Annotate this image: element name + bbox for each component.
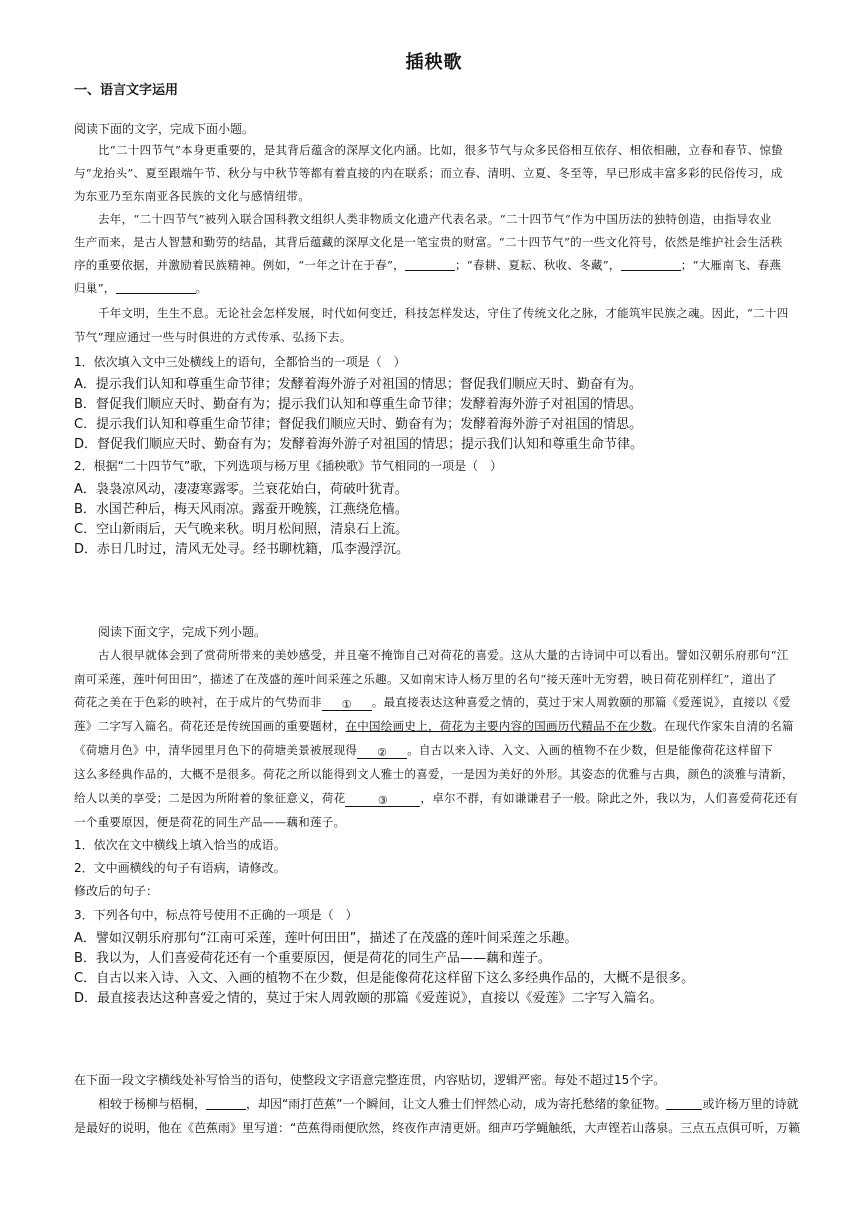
q5-option-a[interactable]: A．譬如汉朝乐府那句“江南可采莲，莲叶何田田”，描述了在茂盛的莲叶间采莲之乐趣。 xyxy=(74,931,578,946)
blank-3[interactable] xyxy=(116,281,196,294)
text-segment: 莲》二字写入篇名。荷花还是传统国画的重要题材， xyxy=(74,719,346,733)
blank-2[interactable]: ② xyxy=(357,746,407,759)
question-punctuation-stem: 3．下列各句中，标点符号使用不正确的一项是（ ） xyxy=(74,908,358,922)
q1-option-c[interactable]: C．提示我们认知和尊重生命节律；督促我们顺应天时、勤奋有为；发酵着海外游子对祖国的情思。 xyxy=(74,417,643,432)
underlined-sentence: 在中国绘画史上，荷花为主要内容的国画历代精品不在少数 xyxy=(345,719,653,733)
passage1-line: 比“二十四节气”本身更重要的，是其背后蕴含的深厚文化内涵。比如，很多节气与众多民俗相互依存、相依相融，立春和春节、惊蛰 xyxy=(98,143,783,157)
passage2-line-underlined xyxy=(74,719,798,733)
text-segment: 《荷塘月色》中，清华园里月色下的荷塘美景被展现得 xyxy=(74,743,358,757)
text-segment: 荷花之美在于色彩的映衬，在于成片的气势而非 xyxy=(74,695,322,709)
text-segment: ；“大雁南飞、春燕 xyxy=(680,258,782,272)
passage1-line: 去年，“二十四节气”被列入联合国科教文组织人类非物质文化遗产代表名录。“二十四节气”作为中国历法的独特创造，由指导农业 xyxy=(98,212,772,226)
passage3-line: 是最好的说明，他在《芭蕉雨》里写道：“芭蕉得雨便欣然，终夜作声清更妍。细声巧学蝇触纸，大声铿若山落泉。三点五点俱可听，万籁 xyxy=(74,1121,801,1135)
text-segment: 给人以美的享受；二是因为所附着的象征意义，荷花 xyxy=(74,791,346,805)
passage1-line: 生产而来，是古人智慧和勤劳的结晶，其背后蕴藏的深厚文化是一笔宝贵的财富。“二十四节气”的一些文化符号，依然是维护社会生活秩 xyxy=(74,235,783,249)
q1-option-b[interactable]: B．督促我们顺应天时、勤奋有为；提示我们认知和尊重生命节律；发酵着海外游子对祖国的情思。 xyxy=(74,397,642,412)
blank-1[interactable] xyxy=(206,1097,246,1110)
text-segment: 。 xyxy=(195,281,208,295)
passage1-intro: 阅读下面的文字，完成下面小题。 xyxy=(74,122,255,136)
q5-option-d[interactable]: D．最直接表达这种喜爱之情的，莫过于宋人周敦颐的那篇《爱莲说》，直接以《爱莲》二字写入篇名。 xyxy=(74,991,663,1006)
passage1-line: 节气”理应通过一些与时俱进的方式传承、弘扬下去。 xyxy=(74,330,352,344)
text-segment: 。自古以来入诗、入文、入画的植物不在少数，但是能像荷花这样留下 xyxy=(407,743,773,757)
q1-option-a[interactable]: A．提示我们认知和尊重生命节律；发酵着海外游子对祖国的情思；督促我们顺应天时、勤奋有为。 xyxy=(74,377,642,392)
q5-option-b[interactable]: B．我以为，人们喜爱荷花还有一个重要原因，便是荷花的同生产品——藕和莲子。 xyxy=(74,951,551,966)
question-fix-sentence: 2．文中画横线的句子有语病，请修改。 xyxy=(74,861,286,875)
passage1-line: 与“龙抬头”、夏至跟端午节、秋分与中秋节等都有着直接的内在联系；而立春、清明、立夏、冬至等，早已形成丰富多彩的民俗传习，成 xyxy=(74,166,783,180)
question-fill-idioms: 1．依次在文中横线上填入恰当的成语。 xyxy=(74,838,286,852)
passage2-line-blank2 xyxy=(74,743,798,759)
passage2-line: 古人很早就体会到了赏荷所带来的美妙感受，并且毫不掩饰自己对荷花的喜爱。这从大量的古诗词中可以看出。譬如汉朝乐府那句“江 xyxy=(98,648,789,662)
q2-option-b[interactable]: B．水国芒种后，梅天风雨凉。露蚕开晚簇，江燕绕危樯。 xyxy=(74,502,408,517)
document-title: 插秧歌 xyxy=(405,52,463,73)
text-segment: 相较于杨柳与梧桐， xyxy=(98,1097,207,1111)
revised-sentence-label: 修改后的句子： xyxy=(74,884,159,898)
blank-2[interactable] xyxy=(666,1097,702,1110)
passage1-line-blank3 xyxy=(74,281,798,295)
blank-1[interactable]: ① xyxy=(322,698,372,711)
passage3-line-blanks xyxy=(74,1097,798,1111)
passage1-line: 为东亚乃至东南亚各民族的文化与感情纽带。 xyxy=(74,189,310,203)
passage2-line-blank3 xyxy=(74,791,798,807)
question-1-stem: 1．依次填入文中三处横线上的语句，全都恰当的一项是（ ） xyxy=(74,355,406,369)
text-segment: 归巢”， xyxy=(74,281,116,295)
text-segment: 。在现代作家朱自清的名篇 xyxy=(652,719,794,733)
section-heading: 一、语言文字运用 xyxy=(74,83,179,98)
blank-1[interactable] xyxy=(405,258,455,271)
passage3-intro: 在下面一段文字横线处补写恰当的语句，使整段文字语意完整连贯，内容贴切，逻辑严密。每处不超过15个字。 xyxy=(74,1073,666,1087)
passage2-line: 一个重要原因，便是荷花的同生产品——藕和莲子。 xyxy=(74,815,346,829)
blank-2[interactable] xyxy=(621,258,681,271)
q5-option-c[interactable]: C．自古以来入诗、入文、入画的植物不在少数，但是能像荷花这样留下这么多经典作品的，大概不是很多。 xyxy=(74,971,695,986)
passage1-line: 千年文明，生生不息。无论社会怎样发展，时代如何变迁，科技怎样发达，守住了传统文化之脉，才能筑牢民族之魂。因此，“二十四 xyxy=(98,306,789,320)
text-segment: 或许杨万里的诗就 xyxy=(702,1097,799,1111)
q1-option-d[interactable]: D．督促我们顺应天时、勤奋有为；发酵着海外游子对祖国的情思；提示我们认知和尊重生命节律。 xyxy=(74,437,644,452)
passage2-line: 这么多经典作品的，大概不是很多。荷花之所以能得到文人雅士的喜爱，一是因为美好的外形。其姿态的优雅与古典，颜色的淡雅与清新， xyxy=(74,767,794,781)
text-segment: ；“春耕、夏耘、秋收、冬藏”， xyxy=(454,258,621,272)
text-segment: 。最直接表达这种喜爱之情的，莫过于宋人周敦颐的那篇《爱莲说》，直接以《爱 xyxy=(371,695,791,709)
passage2-line-blank1 xyxy=(74,695,798,711)
q2-option-a[interactable]: A．袅袅凉风动，凄凄寒露零。兰衰花始白，荷破叶犹青。 xyxy=(74,482,408,497)
q2-option-d[interactable]: D．赤日几时过，清风无处寻。经书聊枕籍，瓜李漫浮沉。 xyxy=(74,542,410,557)
text-segment: 序的重要依据，并激励着民族精神。例如，“一年之计在于春”， xyxy=(74,258,405,272)
question-2-stem: 2．根据“二十四节气”歌，下列选项与杨万里《插秧歌》节气相同的一项是（ ） xyxy=(74,459,503,473)
blank-3[interactable]: ③ xyxy=(345,794,420,807)
passage2-intro: 阅读下面文字，完成下列小题。 xyxy=(98,625,267,639)
passage2-line: 南可采莲，莲叶何田田”，描述了在茂盛的莲叶间采莲之乐趣。又如南宋诗人杨万里的名句“接天莲叶无穷碧，映日荷花别样红”，道出了 xyxy=(74,672,777,686)
q2-option-c[interactable]: C．空山新雨后，天气晚来秋。明月松间照，清泉石上流。 xyxy=(74,522,409,537)
text-segment: ，却因“雨打芭蕉”一个瞬间，让文人雅士们怦然心动，成为寄托愁绪的象征物。 xyxy=(246,1097,667,1111)
text-segment: ，卓尔不群，有如谦谦君子一般。除此之外，我以为，人们喜爱荷花还有 xyxy=(420,791,799,805)
passage1-line-blanks xyxy=(74,258,798,272)
